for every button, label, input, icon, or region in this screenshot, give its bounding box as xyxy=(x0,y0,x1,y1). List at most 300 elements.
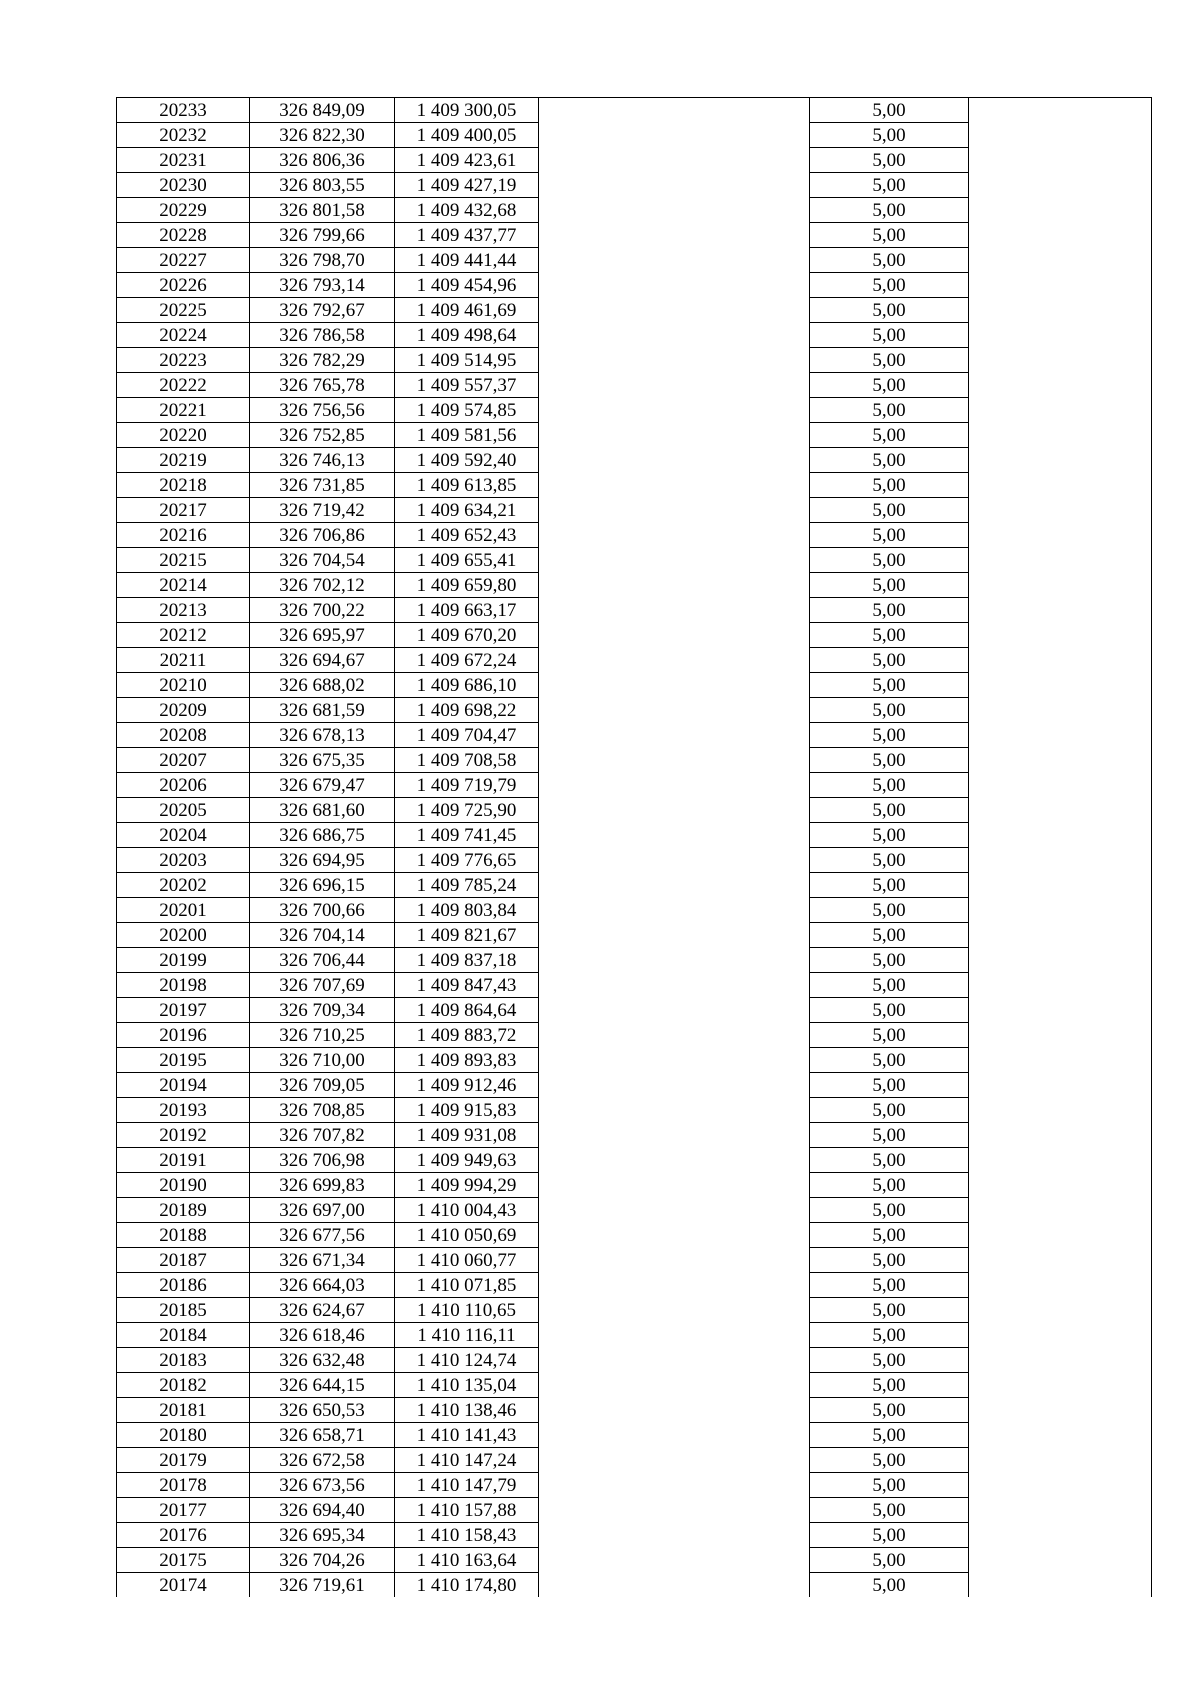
point-number-cell: 20226 xyxy=(117,273,250,298)
accuracy-value-cell: 5,00 xyxy=(810,1348,969,1373)
table-row xyxy=(117,923,1152,948)
empty-cell xyxy=(969,1148,1152,1173)
table-row xyxy=(117,123,1152,148)
empty-cell xyxy=(539,1248,810,1273)
point-number-cell: 20192 xyxy=(117,1123,250,1148)
table-row xyxy=(117,298,1152,323)
point-number-cell: 20218 xyxy=(117,473,250,498)
y-coordinate-cell: 1 409 776,65 xyxy=(395,848,539,873)
point-number-cell: 20202 xyxy=(117,873,250,898)
empty-cell xyxy=(539,1073,810,1098)
accuracy-value-cell: 5,00 xyxy=(810,498,969,523)
accuracy-value-cell: 5,00 xyxy=(810,1298,969,1323)
accuracy-value-cell: 5,00 xyxy=(810,1248,969,1273)
empty-cell xyxy=(539,1123,810,1148)
y-coordinate-cell: 1 409 864,64 xyxy=(395,998,539,1023)
empty-cell xyxy=(969,273,1152,298)
table-row xyxy=(117,798,1152,823)
point-number-cell: 20220 xyxy=(117,423,250,448)
table-row xyxy=(117,623,1152,648)
x-coordinate-cell: 326 624,67 xyxy=(250,1298,395,1323)
accuracy-value-cell: 5,00 xyxy=(810,373,969,398)
x-coordinate-cell: 326 707,82 xyxy=(250,1123,395,1148)
empty-cell xyxy=(539,923,810,948)
point-number-cell: 20194 xyxy=(117,1073,250,1098)
table-row xyxy=(117,98,1152,123)
coordinates-table-body xyxy=(117,98,1152,1598)
accuracy-value-cell: 5,00 xyxy=(810,1223,969,1248)
table-row xyxy=(117,998,1152,1023)
x-coordinate-cell: 326 618,46 xyxy=(250,1323,395,1348)
accuracy-value-cell: 5,00 xyxy=(810,1448,969,1473)
table-row xyxy=(117,1398,1152,1423)
table-row xyxy=(117,373,1152,398)
empty-cell xyxy=(969,248,1152,273)
empty-cell xyxy=(539,223,810,248)
x-coordinate-cell: 326 793,14 xyxy=(250,273,395,298)
table-row xyxy=(117,898,1152,923)
point-number-cell: 20221 xyxy=(117,398,250,423)
empty-cell xyxy=(539,698,810,723)
empty-cell xyxy=(969,598,1152,623)
empty-cell xyxy=(539,1448,810,1473)
point-number-cell: 20233 xyxy=(117,98,250,123)
point-number-cell: 20219 xyxy=(117,448,250,473)
point-number-cell: 20203 xyxy=(117,848,250,873)
accuracy-value-cell: 5,00 xyxy=(810,1573,969,1598)
point-number-cell: 20190 xyxy=(117,1173,250,1198)
table-row xyxy=(117,548,1152,573)
empty-cell xyxy=(969,748,1152,773)
empty-cell xyxy=(539,298,810,323)
accuracy-value-cell: 5,00 xyxy=(810,573,969,598)
y-coordinate-cell: 1 410 157,88 xyxy=(395,1498,539,1523)
point-number-cell: 20228 xyxy=(117,223,250,248)
table-row xyxy=(117,273,1152,298)
accuracy-value-cell: 5,00 xyxy=(810,398,969,423)
y-coordinate-cell: 1 409 581,56 xyxy=(395,423,539,448)
point-number-cell: 20231 xyxy=(117,148,250,173)
table-row xyxy=(117,773,1152,798)
x-coordinate-cell: 326 765,78 xyxy=(250,373,395,398)
table-row xyxy=(117,1273,1152,1298)
empty-cell xyxy=(969,1573,1152,1598)
table-row xyxy=(117,723,1152,748)
empty-cell xyxy=(539,1498,810,1523)
empty-cell xyxy=(969,1373,1152,1398)
y-coordinate-cell: 1 409 672,24 xyxy=(395,648,539,673)
y-coordinate-cell: 1 409 741,45 xyxy=(395,823,539,848)
y-coordinate-cell: 1 409 574,85 xyxy=(395,398,539,423)
accuracy-value-cell: 5,00 xyxy=(810,598,969,623)
empty-cell xyxy=(969,648,1152,673)
point-number-cell: 20184 xyxy=(117,1323,250,1348)
x-coordinate-cell: 326 694,67 xyxy=(250,648,395,673)
table-row xyxy=(117,823,1152,848)
empty-cell xyxy=(539,1023,810,1048)
empty-cell xyxy=(969,1548,1152,1573)
y-coordinate-cell: 1 409 652,43 xyxy=(395,523,539,548)
accuracy-value-cell: 5,00 xyxy=(810,1273,969,1298)
point-number-cell: 20178 xyxy=(117,1473,250,1498)
point-number-cell: 20213 xyxy=(117,598,250,623)
accuracy-value-cell: 5,00 xyxy=(810,548,969,573)
empty-cell xyxy=(969,448,1152,473)
point-number-cell: 20215 xyxy=(117,548,250,573)
table-row xyxy=(117,1498,1152,1523)
x-coordinate-cell: 326 681,60 xyxy=(250,798,395,823)
point-number-cell: 20222 xyxy=(117,373,250,398)
empty-cell xyxy=(539,498,810,523)
x-coordinate-cell: 326 696,15 xyxy=(250,873,395,898)
accuracy-value-cell: 5,00 xyxy=(810,448,969,473)
x-coordinate-cell: 326 849,09 xyxy=(250,98,395,123)
empty-cell xyxy=(539,673,810,698)
accuracy-value-cell: 5,00 xyxy=(810,273,969,298)
empty-cell xyxy=(539,623,810,648)
point-number-cell: 20182 xyxy=(117,1373,250,1398)
empty-cell xyxy=(539,848,810,873)
empty-cell xyxy=(539,973,810,998)
table-row xyxy=(117,1198,1152,1223)
point-number-cell: 20196 xyxy=(117,1023,250,1048)
empty-cell xyxy=(969,1198,1152,1223)
table-row xyxy=(117,1448,1152,1473)
empty-cell xyxy=(969,373,1152,398)
accuracy-value-cell: 5,00 xyxy=(810,98,969,123)
x-coordinate-cell: 326 752,85 xyxy=(250,423,395,448)
y-coordinate-cell: 1 409 663,17 xyxy=(395,598,539,623)
x-coordinate-cell: 326 719,61 xyxy=(250,1573,395,1598)
point-number-cell: 20201 xyxy=(117,898,250,923)
accuracy-value-cell: 5,00 xyxy=(810,523,969,548)
y-coordinate-cell: 1 409 785,24 xyxy=(395,873,539,898)
y-coordinate-cell: 1 410 116,11 xyxy=(395,1323,539,1348)
y-coordinate-cell: 1 409 847,43 xyxy=(395,973,539,998)
empty-cell xyxy=(969,1023,1152,1048)
empty-cell xyxy=(969,1048,1152,1073)
x-coordinate-cell: 326 694,40 xyxy=(250,1498,395,1523)
empty-cell xyxy=(969,798,1152,823)
empty-cell xyxy=(539,573,810,598)
point-number-cell: 20193 xyxy=(117,1098,250,1123)
empty-cell xyxy=(969,573,1152,598)
empty-cell xyxy=(969,348,1152,373)
x-coordinate-cell: 326 681,59 xyxy=(250,698,395,723)
y-coordinate-cell: 1 409 708,58 xyxy=(395,748,539,773)
table-row xyxy=(117,448,1152,473)
table-row xyxy=(117,1573,1152,1598)
x-coordinate-cell: 326 719,42 xyxy=(250,498,395,523)
accuracy-value-cell: 5,00 xyxy=(810,148,969,173)
accuracy-value-cell: 5,00 xyxy=(810,198,969,223)
y-coordinate-cell: 1 410 141,43 xyxy=(395,1423,539,1448)
accuracy-value-cell: 5,00 xyxy=(810,1148,969,1173)
y-coordinate-cell: 1 410 071,85 xyxy=(395,1273,539,1298)
point-number-cell: 20214 xyxy=(117,573,250,598)
point-number-cell: 20197 xyxy=(117,998,250,1023)
empty-cell xyxy=(969,1123,1152,1148)
table-row xyxy=(117,1123,1152,1148)
point-number-cell: 20223 xyxy=(117,348,250,373)
x-coordinate-cell: 326 686,75 xyxy=(250,823,395,848)
table-row xyxy=(117,1523,1152,1548)
x-coordinate-cell: 326 679,47 xyxy=(250,773,395,798)
y-coordinate-cell: 1 409 432,68 xyxy=(395,198,539,223)
empty-cell xyxy=(969,723,1152,748)
empty-cell xyxy=(969,873,1152,898)
table-row xyxy=(117,1548,1152,1573)
accuracy-value-cell: 5,00 xyxy=(810,923,969,948)
x-coordinate-cell: 326 695,97 xyxy=(250,623,395,648)
empty-cell xyxy=(969,398,1152,423)
point-number-cell: 20188 xyxy=(117,1223,250,1248)
accuracy-value-cell: 5,00 xyxy=(810,1398,969,1423)
empty-cell xyxy=(969,523,1152,548)
empty-cell xyxy=(969,548,1152,573)
x-coordinate-cell: 326 706,86 xyxy=(250,523,395,548)
x-coordinate-cell: 326 708,85 xyxy=(250,1098,395,1123)
empty-cell xyxy=(539,98,810,123)
empty-cell xyxy=(969,773,1152,798)
empty-cell xyxy=(539,898,810,923)
x-coordinate-cell: 326 782,29 xyxy=(250,348,395,373)
point-number-cell: 20174 xyxy=(117,1573,250,1598)
table-row xyxy=(117,498,1152,523)
accuracy-value-cell: 5,00 xyxy=(810,173,969,198)
empty-cell xyxy=(539,473,810,498)
table-row xyxy=(117,648,1152,673)
table-row xyxy=(117,973,1152,998)
accuracy-value-cell: 5,00 xyxy=(810,223,969,248)
empty-cell xyxy=(539,1373,810,1398)
x-coordinate-cell: 326 697,00 xyxy=(250,1198,395,1223)
empty-cell xyxy=(539,173,810,198)
x-coordinate-cell: 326 702,12 xyxy=(250,573,395,598)
accuracy-value-cell: 5,00 xyxy=(810,648,969,673)
x-coordinate-cell: 326 672,58 xyxy=(250,1448,395,1473)
point-number-cell: 20186 xyxy=(117,1273,250,1298)
table-row xyxy=(117,873,1152,898)
point-number-cell: 20225 xyxy=(117,298,250,323)
empty-cell xyxy=(539,748,810,773)
accuracy-value-cell: 5,00 xyxy=(810,673,969,698)
accuracy-value-cell: 5,00 xyxy=(810,1098,969,1123)
table-row xyxy=(117,948,1152,973)
empty-cell xyxy=(969,698,1152,723)
y-coordinate-cell: 1 409 931,08 xyxy=(395,1123,539,1148)
x-coordinate-cell: 326 678,13 xyxy=(250,723,395,748)
empty-cell xyxy=(539,1548,810,1573)
empty-cell xyxy=(969,1523,1152,1548)
table-row xyxy=(117,348,1152,373)
accuracy-value-cell: 5,00 xyxy=(810,1548,969,1573)
empty-cell xyxy=(539,1048,810,1073)
table-row xyxy=(117,1023,1152,1048)
table-row xyxy=(117,148,1152,173)
y-coordinate-cell: 1 409 803,84 xyxy=(395,898,539,923)
point-number-cell: 20199 xyxy=(117,948,250,973)
empty-cell xyxy=(969,673,1152,698)
y-coordinate-cell: 1 410 050,69 xyxy=(395,1223,539,1248)
y-coordinate-cell: 1 409 557,37 xyxy=(395,373,539,398)
y-coordinate-cell: 1 410 158,43 xyxy=(395,1523,539,1548)
point-number-cell: 20176 xyxy=(117,1523,250,1548)
accuracy-value-cell: 5,00 xyxy=(810,823,969,848)
x-coordinate-cell: 326 644,15 xyxy=(250,1373,395,1398)
y-coordinate-cell: 1 409 915,83 xyxy=(395,1098,539,1123)
empty-cell xyxy=(539,523,810,548)
accuracy-value-cell: 5,00 xyxy=(810,723,969,748)
y-coordinate-cell: 1 409 698,22 xyxy=(395,698,539,723)
empty-cell xyxy=(969,473,1152,498)
empty-cell xyxy=(969,998,1152,1023)
x-coordinate-cell: 326 792,67 xyxy=(250,298,395,323)
y-coordinate-cell: 1 410 004,43 xyxy=(395,1198,539,1223)
empty-cell xyxy=(969,848,1152,873)
empty-cell xyxy=(969,323,1152,348)
y-coordinate-cell: 1 410 060,77 xyxy=(395,1248,539,1273)
point-number-cell: 20179 xyxy=(117,1448,250,1473)
accuracy-value-cell: 5,00 xyxy=(810,973,969,998)
empty-cell xyxy=(539,723,810,748)
table-row xyxy=(117,573,1152,598)
x-coordinate-cell: 326 798,70 xyxy=(250,248,395,273)
table-row xyxy=(117,1248,1152,1273)
x-coordinate-cell: 326 700,22 xyxy=(250,598,395,623)
empty-cell xyxy=(969,1498,1152,1523)
y-coordinate-cell: 1 409 994,29 xyxy=(395,1173,539,1198)
empty-cell xyxy=(539,823,810,848)
point-number-cell: 20181 xyxy=(117,1398,250,1423)
point-number-cell: 20191 xyxy=(117,1148,250,1173)
accuracy-value-cell: 5,00 xyxy=(810,1173,969,1198)
point-number-cell: 20175 xyxy=(117,1548,250,1573)
y-coordinate-cell: 1 409 400,05 xyxy=(395,123,539,148)
empty-cell xyxy=(539,423,810,448)
y-coordinate-cell: 1 410 124,74 xyxy=(395,1348,539,1373)
accuracy-value-cell: 5,00 xyxy=(810,1123,969,1148)
point-number-cell: 20229 xyxy=(117,198,250,223)
point-number-cell: 20216 xyxy=(117,523,250,548)
empty-cell xyxy=(969,1098,1152,1123)
table-row xyxy=(117,248,1152,273)
y-coordinate-cell: 1 409 461,69 xyxy=(395,298,539,323)
point-number-cell: 20200 xyxy=(117,923,250,948)
empty-cell xyxy=(539,1223,810,1248)
empty-cell xyxy=(969,823,1152,848)
point-number-cell: 20217 xyxy=(117,498,250,523)
point-number-cell: 20209 xyxy=(117,698,250,723)
point-number-cell: 20212 xyxy=(117,623,250,648)
y-coordinate-cell: 1 409 893,83 xyxy=(395,1048,539,1073)
accuracy-value-cell: 5,00 xyxy=(810,623,969,648)
x-coordinate-cell: 326 671,34 xyxy=(250,1248,395,1273)
table-row xyxy=(117,198,1152,223)
y-coordinate-cell: 1 409 837,18 xyxy=(395,948,539,973)
y-coordinate-cell: 1 409 912,46 xyxy=(395,1073,539,1098)
empty-cell xyxy=(539,1523,810,1548)
table-row xyxy=(117,1473,1152,1498)
empty-cell xyxy=(539,1098,810,1123)
accuracy-value-cell: 5,00 xyxy=(810,1473,969,1498)
x-coordinate-cell: 326 731,85 xyxy=(250,473,395,498)
empty-cell xyxy=(539,1323,810,1348)
accuracy-value-cell: 5,00 xyxy=(810,848,969,873)
accuracy-value-cell: 5,00 xyxy=(810,123,969,148)
accuracy-value-cell: 5,00 xyxy=(810,1423,969,1448)
table-row xyxy=(117,748,1152,773)
empty-cell xyxy=(539,548,810,573)
x-coordinate-cell: 326 658,71 xyxy=(250,1423,395,1448)
empty-cell xyxy=(969,173,1152,198)
table-row xyxy=(117,473,1152,498)
point-number-cell: 20210 xyxy=(117,673,250,698)
point-number-cell: 20187 xyxy=(117,1248,250,1273)
empty-cell xyxy=(969,423,1152,448)
accuracy-value-cell: 5,00 xyxy=(810,298,969,323)
table-row xyxy=(117,173,1152,198)
point-number-cell: 20211 xyxy=(117,648,250,673)
empty-cell xyxy=(969,948,1152,973)
x-coordinate-cell: 326 632,48 xyxy=(250,1348,395,1373)
table-row xyxy=(117,323,1152,348)
accuracy-value-cell: 5,00 xyxy=(810,1048,969,1073)
empty-cell xyxy=(539,1273,810,1298)
accuracy-value-cell: 5,00 xyxy=(810,473,969,498)
empty-cell xyxy=(969,973,1152,998)
empty-cell xyxy=(539,448,810,473)
accuracy-value-cell: 5,00 xyxy=(810,998,969,1023)
point-number-cell: 20204 xyxy=(117,823,250,848)
x-coordinate-cell: 326 704,14 xyxy=(250,923,395,948)
x-coordinate-cell: 326 677,56 xyxy=(250,1223,395,1248)
x-coordinate-cell: 326 675,35 xyxy=(250,748,395,773)
accuracy-value-cell: 5,00 xyxy=(810,798,969,823)
point-number-cell: 20208 xyxy=(117,723,250,748)
x-coordinate-cell: 326 688,02 xyxy=(250,673,395,698)
accuracy-value-cell: 5,00 xyxy=(810,873,969,898)
point-number-cell: 20205 xyxy=(117,798,250,823)
empty-cell xyxy=(539,373,810,398)
y-coordinate-cell: 1 410 110,65 xyxy=(395,1298,539,1323)
empty-cell xyxy=(539,1198,810,1223)
empty-cell xyxy=(539,1398,810,1423)
empty-cell xyxy=(539,323,810,348)
table-row xyxy=(117,1223,1152,1248)
empty-cell xyxy=(969,1448,1152,1473)
y-coordinate-cell: 1 409 704,47 xyxy=(395,723,539,748)
accuracy-value-cell: 5,00 xyxy=(810,748,969,773)
empty-cell xyxy=(539,398,810,423)
empty-cell xyxy=(539,198,810,223)
y-coordinate-cell: 1 409 821,67 xyxy=(395,923,539,948)
empty-cell xyxy=(969,148,1152,173)
x-coordinate-cell: 326 710,25 xyxy=(250,1023,395,1048)
table-row xyxy=(117,523,1152,548)
point-number-cell: 20195 xyxy=(117,1048,250,1073)
empty-cell xyxy=(539,1423,810,1448)
table-row xyxy=(117,598,1152,623)
empty-cell xyxy=(539,1298,810,1323)
empty-cell xyxy=(539,998,810,1023)
empty-cell xyxy=(969,1248,1152,1273)
empty-cell xyxy=(969,1273,1152,1298)
y-coordinate-cell: 1 409 592,40 xyxy=(395,448,539,473)
y-coordinate-cell: 1 409 725,90 xyxy=(395,798,539,823)
accuracy-value-cell: 5,00 xyxy=(810,773,969,798)
y-coordinate-cell: 1 409 613,85 xyxy=(395,473,539,498)
